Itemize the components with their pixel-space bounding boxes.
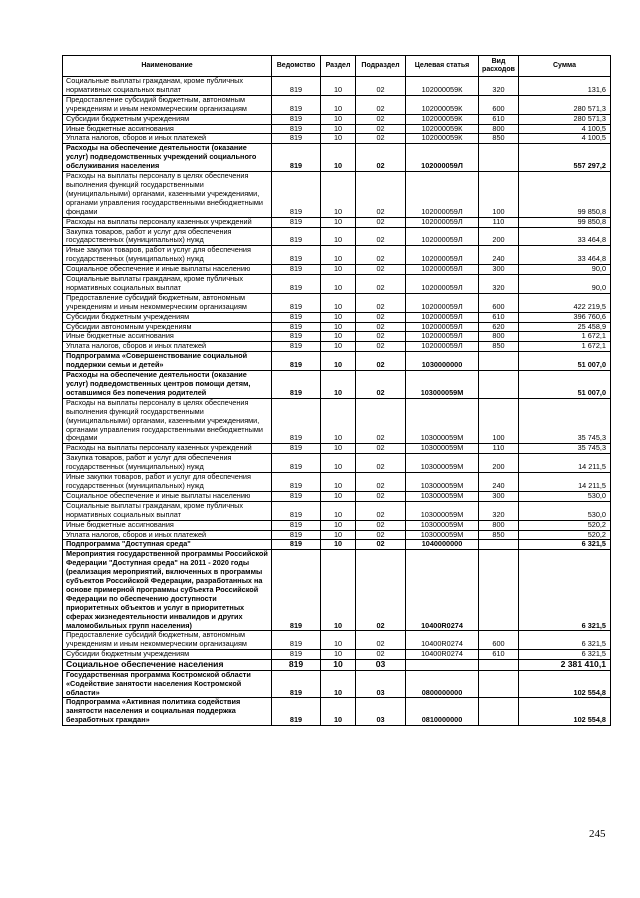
table-row xyxy=(63,332,611,342)
row-name: Закупка товаров, работ и услуг для обеспечения государственных (муниципальных) нужд xyxy=(63,454,272,473)
row-name: Субсидии бюджетным учреждениям xyxy=(63,114,272,124)
table-row xyxy=(63,454,611,473)
table-row xyxy=(63,124,611,134)
row-department: 819 xyxy=(272,530,321,540)
row-section: 10 xyxy=(321,114,356,124)
row-target-article: 102000059К xyxy=(406,114,479,124)
row-department: 819 xyxy=(272,491,321,501)
row-subsection: 02 xyxy=(356,144,406,172)
row-section: 10 xyxy=(321,650,356,660)
row-name: Социальное обеспечение населения xyxy=(63,660,272,671)
row-target-article: 102000059Л xyxy=(406,275,479,294)
row-name: Расходы на обеспечение деятельности (оказание услуг) подведомственных учреждений социального обслуживания населения xyxy=(63,144,272,172)
row-subsection: 02 xyxy=(356,134,406,144)
row-section: 10 xyxy=(321,134,356,144)
row-target-article: 1030000000 xyxy=(406,352,479,371)
row-amount: 557 297,2 xyxy=(519,144,611,172)
row-expense-type: 620 xyxy=(479,322,519,332)
row-section: 10 xyxy=(321,332,356,342)
row-amount: 1 672,1 xyxy=(519,342,611,352)
table-row xyxy=(63,550,611,631)
table-row xyxy=(63,660,611,671)
row-name: Субсидии бюджетным учреждениям xyxy=(63,312,272,322)
row-name: Иные бюджетные ассигнования xyxy=(63,124,272,134)
row-subsection: 03 xyxy=(356,698,406,726)
row-name: Социальное обеспечение и иные выплаты населению xyxy=(63,491,272,501)
row-target-article: 102000059К xyxy=(406,124,479,134)
budget-table xyxy=(62,55,611,726)
row-department: 819 xyxy=(272,342,321,352)
row-amount: 99 850,8 xyxy=(519,217,611,227)
row-department: 819 xyxy=(272,444,321,454)
row-amount: 2 381 410,1 xyxy=(519,660,611,671)
row-target-article: 103000059М xyxy=(406,491,479,501)
row-subsection: 02 xyxy=(356,398,406,444)
row-target-article: 102000059Л xyxy=(406,144,479,172)
row-section: 10 xyxy=(321,501,356,520)
row-department: 819 xyxy=(272,114,321,124)
table-row xyxy=(63,77,611,96)
row-section: 10 xyxy=(321,698,356,726)
row-department: 819 xyxy=(272,631,321,650)
row-name: Расходы на выплаты персоналу казенных учреждений xyxy=(63,444,272,454)
row-target-article: 102000059Л xyxy=(406,312,479,322)
row-subsection: 02 xyxy=(356,550,406,631)
row-expense-type: 320 xyxy=(479,77,519,96)
table-row xyxy=(63,312,611,322)
table-row xyxy=(63,144,611,172)
row-expense-type xyxy=(479,670,519,698)
row-name: Иные закупки товаров, работ и услуг для обеспечения государственных (муниципальных) нужд xyxy=(63,473,272,492)
row-section: 10 xyxy=(321,124,356,134)
table-row xyxy=(63,398,611,444)
row-target-article xyxy=(406,660,479,671)
row-subsection: 02 xyxy=(356,650,406,660)
row-expense-type: 110 xyxy=(479,444,519,454)
row-expense-type: 800 xyxy=(479,332,519,342)
row-section: 10 xyxy=(321,491,356,501)
row-department: 819 xyxy=(272,246,321,265)
row-department: 819 xyxy=(272,332,321,342)
row-name: Социальные выплаты гражданам, кроме публичных нормативных социальных выплат xyxy=(63,501,272,520)
table-row xyxy=(63,444,611,454)
row-department: 819 xyxy=(272,670,321,698)
row-amount: 6 321,5 xyxy=(519,540,611,550)
table-row xyxy=(63,530,611,540)
row-section: 10 xyxy=(321,322,356,332)
row-expense-type: 300 xyxy=(479,491,519,501)
row-subsection: 02 xyxy=(356,293,406,312)
table-row xyxy=(63,670,611,698)
table-row xyxy=(63,227,611,246)
row-expense-type: 200 xyxy=(479,227,519,246)
row-subsection: 02 xyxy=(356,332,406,342)
row-name: Предоставление субсидий бюджетным, автономным учреждениям и иным некоммерческим организациям xyxy=(63,293,272,312)
row-department: 819 xyxy=(272,134,321,144)
row-section: 10 xyxy=(321,473,356,492)
row-expense-type: 100 xyxy=(479,398,519,444)
row-target-article: 0800000000 xyxy=(406,670,479,698)
row-name: Социальные выплаты гражданам, кроме публичных нормативных социальных выплат xyxy=(63,275,272,294)
row-amount: 35 745,3 xyxy=(519,444,611,454)
row-section: 10 xyxy=(321,398,356,444)
row-expense-type: 610 xyxy=(479,312,519,322)
row-amount: 14 211,5 xyxy=(519,454,611,473)
row-department: 819 xyxy=(272,398,321,444)
row-expense-type: 240 xyxy=(479,246,519,265)
header-department: Ведомство xyxy=(272,56,321,77)
row-subsection: 02 xyxy=(356,114,406,124)
row-subsection: 02 xyxy=(356,172,406,218)
row-department: 819 xyxy=(272,95,321,114)
row-department: 819 xyxy=(272,473,321,492)
row-target-article: 103000059М xyxy=(406,530,479,540)
row-expense-type xyxy=(479,144,519,172)
table-row xyxy=(63,275,611,294)
row-amount: 6 321,5 xyxy=(519,650,611,660)
row-name: Уплата налогов, сборов и иных платежей xyxy=(63,342,272,352)
row-name: Субсидии бюджетным учреждениям xyxy=(63,650,272,660)
row-amount: 280 571,3 xyxy=(519,114,611,124)
row-name: Подпрограмма "Доступная среда" xyxy=(63,540,272,550)
row-expense-type: 240 xyxy=(479,473,519,492)
row-subsection: 02 xyxy=(356,501,406,520)
row-expense-type xyxy=(479,371,519,399)
row-expense-type: 300 xyxy=(479,265,519,275)
row-target-article: 103000059М xyxy=(406,398,479,444)
row-subsection: 02 xyxy=(356,540,406,550)
table-row xyxy=(63,352,611,371)
row-name: Предоставление субсидий бюджетным, автономным учреждениям и иным некоммерческим организациям xyxy=(63,631,272,650)
table-row xyxy=(63,520,611,530)
row-expense-type: 600 xyxy=(479,95,519,114)
row-department: 819 xyxy=(272,312,321,322)
row-subsection: 02 xyxy=(356,124,406,134)
table-row xyxy=(63,172,611,218)
row-amount: 530,0 xyxy=(519,491,611,501)
row-target-article: 10400R0274 xyxy=(406,650,479,660)
row-department: 819 xyxy=(272,227,321,246)
row-subsection: 02 xyxy=(356,322,406,332)
row-target-article: 102000059Л xyxy=(406,293,479,312)
row-subsection: 03 xyxy=(356,660,406,671)
row-target-article: 102000059Л xyxy=(406,332,479,342)
table-row xyxy=(63,134,611,144)
row-expense-type xyxy=(479,352,519,371)
row-expense-type: 850 xyxy=(479,342,519,352)
row-subsection: 02 xyxy=(356,454,406,473)
row-department: 819 xyxy=(272,520,321,530)
row-section: 10 xyxy=(321,217,356,227)
row-section: 10 xyxy=(321,540,356,550)
row-name: Уплата налогов, сборов и иных платежей xyxy=(63,134,272,144)
row-department: 819 xyxy=(272,293,321,312)
row-amount: 99 850,8 xyxy=(519,172,611,218)
row-amount: 33 464,8 xyxy=(519,246,611,265)
row-target-article: 103000059М xyxy=(406,520,479,530)
row-expense-type: 850 xyxy=(479,134,519,144)
row-amount: 280 571,3 xyxy=(519,95,611,114)
row-subsection: 03 xyxy=(356,670,406,698)
row-department: 819 xyxy=(272,540,321,550)
row-amount: 4 100,5 xyxy=(519,124,611,134)
row-subsection: 02 xyxy=(356,520,406,530)
row-expense-type: 100 xyxy=(479,172,519,218)
row-name: Иные бюджетные ассигнования xyxy=(63,332,272,342)
row-name: Расходы на выплаты персоналу в целях обеспечения выполнения функций государственными (муниципальными) органами, казенными учреждениями, органами управления государственными внебюджетными фондами xyxy=(63,172,272,218)
row-expense-type: 600 xyxy=(479,631,519,650)
row-amount: 520,2 xyxy=(519,530,611,540)
row-amount: 6 321,5 xyxy=(519,550,611,631)
row-target-article: 1040000000 xyxy=(406,540,479,550)
row-subsection: 02 xyxy=(356,352,406,371)
row-expense-type xyxy=(479,698,519,726)
row-name: Предоставление субсидий бюджетным, автономным учреждениям и иным некоммерческим организациям xyxy=(63,95,272,114)
row-amount: 90,0 xyxy=(519,275,611,294)
table-row xyxy=(63,631,611,650)
row-name: Мероприятия государственной программы Российской Федерации "Доступная среда" на 2011 - 2020 годы (реализация мероприятий, включенных в программы субъектов Российской Федерации, разработанных на основе примерной программы субъекта Российской Федерации по обеспечению доступности приоритетных объектов и услуг в приоритетных сферах жизнедеятельности инвалидов и других маломобильных групп населения) xyxy=(63,550,272,631)
budget-table-sheet xyxy=(62,55,610,726)
row-target-article: 102000059Л xyxy=(406,172,479,218)
row-target-article: 10400R0274 xyxy=(406,631,479,650)
row-section: 10 xyxy=(321,530,356,540)
row-subsection: 02 xyxy=(356,530,406,540)
row-subsection: 02 xyxy=(356,77,406,96)
table-row xyxy=(63,114,611,124)
row-subsection: 02 xyxy=(356,371,406,399)
row-department: 819 xyxy=(272,660,321,671)
row-expense-type: 600 xyxy=(479,293,519,312)
row-target-article: 0810000000 xyxy=(406,698,479,726)
row-name: Социальное обеспечение и иные выплаты населению xyxy=(63,265,272,275)
row-department: 819 xyxy=(272,501,321,520)
row-section: 10 xyxy=(321,275,356,294)
header-name: Наименование xyxy=(63,56,272,77)
row-department: 819 xyxy=(272,77,321,96)
row-name: Социальные выплаты гражданам, кроме публичных нормативных социальных выплат xyxy=(63,77,272,96)
row-section: 10 xyxy=(321,77,356,96)
table-header-row xyxy=(63,56,611,77)
row-name: Расходы на выплаты персоналу в целях обеспечения выполнения функций государственными (муниципальными) органами, казенными учреждениями, органами управления государственными внебюджетными фондами xyxy=(63,398,272,444)
row-section: 10 xyxy=(321,227,356,246)
row-section: 10 xyxy=(321,246,356,265)
row-target-article: 102000059Л xyxy=(406,217,479,227)
row-amount: 25 458,9 xyxy=(519,322,611,332)
row-amount: 51 007,0 xyxy=(519,371,611,399)
row-expense-type: 610 xyxy=(479,114,519,124)
header-subsection: Подраздел xyxy=(356,56,406,77)
row-expense-type: 800 xyxy=(479,520,519,530)
header-amount: Сумма xyxy=(519,56,611,77)
row-name: Уплата налогов, сборов и иных платежей xyxy=(63,530,272,540)
row-target-article: 103000059М xyxy=(406,501,479,520)
row-expense-type: 800 xyxy=(479,124,519,134)
row-department: 819 xyxy=(272,454,321,473)
row-section: 10 xyxy=(321,172,356,218)
row-target-article: 102000059Л xyxy=(406,322,479,332)
row-department: 819 xyxy=(272,172,321,218)
row-amount: 14 211,5 xyxy=(519,473,611,492)
row-section: 10 xyxy=(321,550,356,631)
row-section: 10 xyxy=(321,454,356,473)
row-department: 819 xyxy=(272,265,321,275)
row-amount: 6 321,5 xyxy=(519,631,611,650)
row-target-article: 102000059Л xyxy=(406,246,479,265)
row-department: 819 xyxy=(272,124,321,134)
row-expense-type: 610 xyxy=(479,650,519,660)
row-target-article: 102000059Л xyxy=(406,342,479,352)
row-amount: 131,6 xyxy=(519,77,611,96)
row-department: 819 xyxy=(272,217,321,227)
row-expense-type xyxy=(479,660,519,671)
row-department: 819 xyxy=(272,650,321,660)
row-amount: 520,2 xyxy=(519,520,611,530)
row-target-article: 103000059М xyxy=(406,444,479,454)
row-amount: 51 007,0 xyxy=(519,352,611,371)
row-department: 819 xyxy=(272,698,321,726)
row-subsection: 02 xyxy=(356,473,406,492)
row-department: 819 xyxy=(272,371,321,399)
row-name: Иные бюджетные ассигнования xyxy=(63,520,272,530)
row-department: 819 xyxy=(272,322,321,332)
row-subsection: 02 xyxy=(356,227,406,246)
table-row xyxy=(63,265,611,275)
row-name: Подпрограмма «Активная политика содействия занятости населения и социальная поддержка безработных граждан» xyxy=(63,698,272,726)
row-expense-type: 320 xyxy=(479,275,519,294)
row-section: 10 xyxy=(321,444,356,454)
row-amount: 90,0 xyxy=(519,265,611,275)
row-subsection: 02 xyxy=(356,95,406,114)
row-subsection: 02 xyxy=(356,217,406,227)
row-subsection: 02 xyxy=(356,246,406,265)
table-row xyxy=(63,217,611,227)
row-department: 819 xyxy=(272,275,321,294)
row-department: 819 xyxy=(272,550,321,631)
row-name: Расходы на выплаты персоналу казенных учреждений xyxy=(63,217,272,227)
row-subsection: 02 xyxy=(356,631,406,650)
row-department: 819 xyxy=(272,352,321,371)
row-amount: 396 760,6 xyxy=(519,312,611,322)
row-subsection: 02 xyxy=(356,265,406,275)
row-section: 10 xyxy=(321,144,356,172)
row-amount: 4 100,5 xyxy=(519,134,611,144)
table-row xyxy=(63,322,611,332)
row-expense-type: 320 xyxy=(479,501,519,520)
row-target-article: 102000059Л xyxy=(406,227,479,246)
row-amount: 1 672,1 xyxy=(519,332,611,342)
row-name: Закупка товаров, работ и услуг для обеспечения государственных (муниципальных) нужд xyxy=(63,227,272,246)
row-subsection: 02 xyxy=(356,491,406,501)
row-section: 10 xyxy=(321,352,356,371)
table-row xyxy=(63,698,611,726)
table-row xyxy=(63,371,611,399)
row-name: Подпрограмма «Совершенствование социальной поддержки семьи и детей» xyxy=(63,352,272,371)
row-amount: 35 745,3 xyxy=(519,398,611,444)
row-target-article: 103000059М xyxy=(406,473,479,492)
row-name: Расходы на обеспечение деятельности (оказание услуг) подведомственных центров помощи детям, оставшимся без попечения родителей xyxy=(63,371,272,399)
row-target-article: 102000059К xyxy=(406,77,479,96)
row-expense-type: 200 xyxy=(479,454,519,473)
row-section: 10 xyxy=(321,342,356,352)
row-target-article: 102000059К xyxy=(406,95,479,114)
row-name: Иные закупки товаров, работ и услуг для обеспечения государственных (муниципальных) нужд xyxy=(63,246,272,265)
row-subsection: 02 xyxy=(356,312,406,322)
row-expense-type xyxy=(479,550,519,631)
table-row xyxy=(63,293,611,312)
row-section: 10 xyxy=(321,265,356,275)
row-department: 819 xyxy=(272,144,321,172)
table-row xyxy=(63,501,611,520)
row-amount: 33 464,8 xyxy=(519,227,611,246)
row-expense-type: 110 xyxy=(479,217,519,227)
row-target-article: 103000059М xyxy=(406,454,479,473)
row-subsection: 02 xyxy=(356,275,406,294)
row-expense-type xyxy=(479,540,519,550)
row-section: 10 xyxy=(321,631,356,650)
row-section: 10 xyxy=(321,660,356,671)
row-expense-type: 850 xyxy=(479,530,519,540)
table-row xyxy=(63,95,611,114)
table-row xyxy=(63,491,611,501)
header-target-article: Целевая статья xyxy=(406,56,479,77)
row-section: 10 xyxy=(321,520,356,530)
table-row xyxy=(63,540,611,550)
row-subsection: 02 xyxy=(356,444,406,454)
row-target-article: 10400R0274 xyxy=(406,550,479,631)
row-section: 10 xyxy=(321,293,356,312)
row-amount: 102 554,8 xyxy=(519,698,611,726)
row-target-article: 103000059М xyxy=(406,371,479,399)
table-row xyxy=(63,650,611,660)
row-amount: 530,0 xyxy=(519,501,611,520)
row-name: Государственная программа Костромской области «Содействие занятости населения Костромской области» xyxy=(63,670,272,698)
row-amount: 422 219,5 xyxy=(519,293,611,312)
page-number: 245 xyxy=(589,828,606,840)
row-target-article: 102000059Л xyxy=(406,265,479,275)
row-section: 10 xyxy=(321,371,356,399)
table-row xyxy=(63,342,611,352)
table-row xyxy=(63,473,611,492)
row-subsection: 02 xyxy=(356,342,406,352)
row-section: 10 xyxy=(321,670,356,698)
table-row xyxy=(63,246,611,265)
row-target-article: 102000059К xyxy=(406,134,479,144)
header-section: Раздел xyxy=(321,56,356,77)
row-amount: 102 554,8 xyxy=(519,670,611,698)
header-expense-type: Вид расходов xyxy=(479,56,519,77)
row-name: Субсидии автономным учреждениям xyxy=(63,322,272,332)
row-section: 10 xyxy=(321,312,356,322)
row-section: 10 xyxy=(321,95,356,114)
